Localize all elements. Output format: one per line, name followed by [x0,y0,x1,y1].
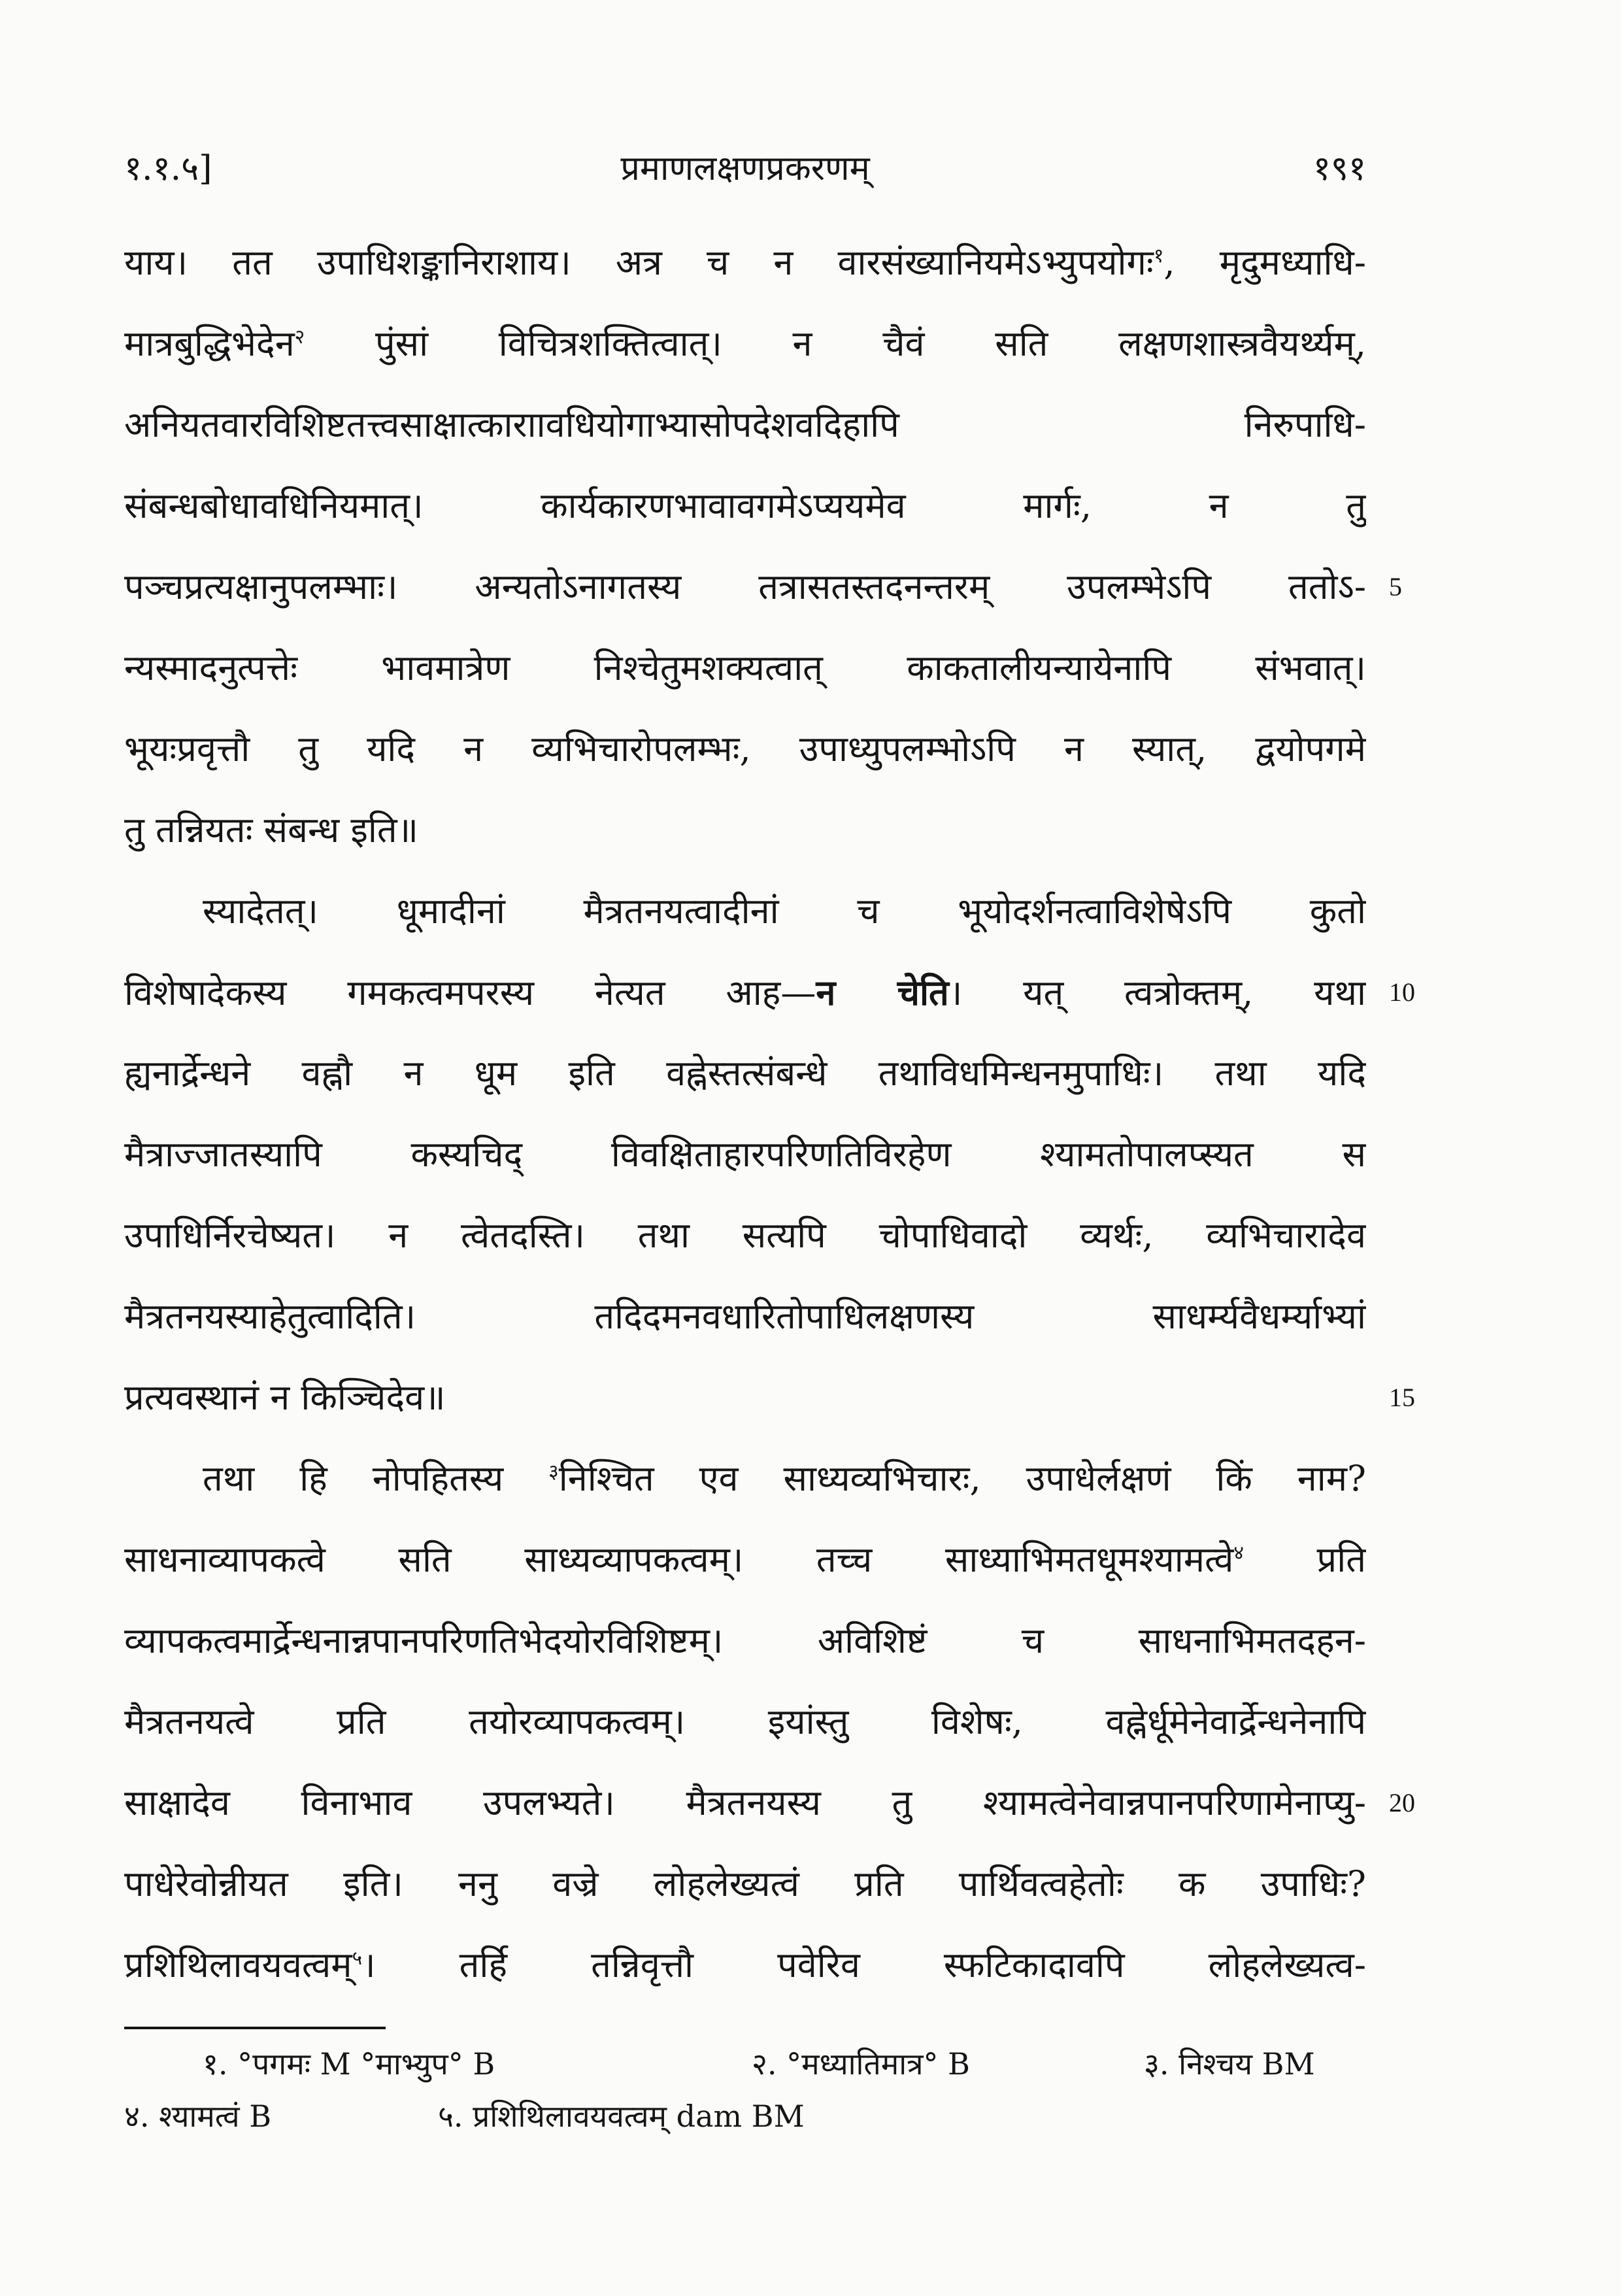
text-line: साक्षादेव विनाभाव उपलभ्यते। मैत्रतनयस्य तु श्यामत्वेनेवान्नपानपरिणामेनाप्यु- [124,1782,1366,1823]
text-line: याय। तत उपाधिशङ्कानिराशाय। अत्र च न वारसंख्यानियमेऽभ्युपयोगः$^१$, मृदुमध्याधि- [124,242,1366,283]
text-line: व्यापकत्वमार्द्रेन्धनान्नपानपरिणतिभेदयोरविशिष्टम्। अविशिष्टं च साधनाभिमतदहन- [124,1620,1366,1661]
footnote-marker: ५ [352,1947,363,1970]
line-number: 5 [1389,572,1402,601]
line-number: 15 [1389,1383,1415,1412]
footnote: ५. प्रशिथिलावयवत्वम् dam BM [438,2099,805,2134]
page-number: १९१ [1312,149,1366,188]
text-line: मैत्राज्जातस्यापि कस्यचिद् विवक्षिताहारपरिणतिविरहेण श्यामतोपालप्स्यत स [124,1134,1366,1175]
text-line: मात्रबुद्धिभेदेन$^२$ पुंसां विचित्रशक्तित्वात्। न चैवं सति लक्षणशास्त्रवैयर्थ्यम्, [124,323,1366,364]
footnote-marker: ४ [1233,1542,1244,1564]
text-line: न्यस्मादनुत्पत्तेः भावमात्रेण निश्चेतुमशक्यत्वात् काकतालीयन्यायेनापि संभवात्। [124,647,1366,688]
text-line: प्रशिथिलावयवत्वम्$^५$। तर्हि तन्निवृत्तौ पवेरिव स्फटिकादावपि लोहलेख्यत्व- [124,1944,1366,1985]
text-line: स्यादेतत्। धूमादीनां मैत्रतनयत्वादीनां च भूयोदर्शनत्वाविशेषेऽपि कुतो [203,890,1366,932]
text-line: अनियतवारविशिष्टतत्त्वसाक्षात्काराावधियोगाभ्यासोपदेशवदिहापि निरुपाधि- [124,404,1366,445]
line-number: 20 [1389,1788,1415,1817]
line-number: 10 [1389,977,1415,1007]
text-line: उपाधिर्निरचेष्यत। न त्वेतदस्ति। तथा सत्यपि चोपाधिवादो व्यर्थः, व्यभिचारादेव [124,1215,1366,1256]
text-line: संबन्धबोधावधिनियमात्। कार्यकारणभावावगमेऽप्ययमेव मार्गः, न तु [124,485,1366,526]
footnote: १. °पगमः M °माभ्युप° B [203,2046,495,2082]
footnote-marker: २ [294,326,305,348]
text-line: प्रत्यवस्थानं न किञ्चिदेव॥ [124,1377,446,1418]
text-line: मैत्रतनयत्वे प्रति तयोरव्यापकत्वम्। इयांस्तु विशेषः, वह्नेर्धूमेनेवार्द्रेन्धनेनापि [124,1701,1366,1742]
text-line: तु तन्नियतः संबन्ध इति॥ [124,809,418,851]
running-header [124,144,1366,196]
footnote-marker: १ [1153,245,1164,267]
footnote: ४. श्यामत्वं B [124,2099,272,2134]
text-line: ह्यनार्द्रेन्धने वह्नौ न धूम इति वह्नेस्तत्संबन्धे तथाविधमिन्धनमुपाधिः। तथा यदि [124,1053,1366,1094]
text-line: पाधेरेवोन्नीयत इति। ननु वज्रे लोहलेख्यत्वं प्रति पार्थिवत्वहेतोः क उपाधिः? [124,1863,1366,1904]
chapter-title: प्रमाणलक्षणप्रकरणम् [620,149,870,188]
footnote-marker: ३ [548,1460,559,1483]
text-line: मैत्रतनयस्याहेतुत्वादिति। तदिदमनवधारितोपाधिलक्षणस्य साधर्म्यवैधर्म्याभ्यां [124,1296,1366,1337]
text-line: साधनाव्यापकत्वे सति साध्यव्यापकत्वम्। तच्च साध्याभिमतधूमश्यामत्वे$^४$ प्रति [124,1539,1366,1580]
section-reference: १.१.५] [124,149,212,188]
footnote-rule [124,2027,386,2029]
main-text [124,222,1366,2006]
lemma: न चेति [816,971,949,1013]
text-line: तथा हि नोपहितस्य $^३$निश्चित एव साध्यव्यभिचारः, उपाधेर्लक्षणं किं नाम? [203,1458,1366,1499]
text-line: पञ्चप्रत्यक्षानुपलम्भाः। अन्यतोऽनागतस्य तत्रासतस्तदनन्तरम् उपलम्भेऽपि ततोऽ- [124,566,1366,607]
footnote: ३. निश्चय BM [1144,2046,1315,2082]
text-line: भूयःप्रवृत्तौ तु यदि न व्यभिचारोपलम्भः, उपाध्युपलम्भोऽपि न स्यात्, द्वयोपगमे [124,728,1366,769]
text-line: विशेषादेकस्य गमकत्वमपरस्य नेत्यत आह—न चेति। यत् त्वत्रोक्तम्, यथा [124,971,1366,1013]
footnote: २. °मध्यातिमात्र° B [752,2046,970,2082]
